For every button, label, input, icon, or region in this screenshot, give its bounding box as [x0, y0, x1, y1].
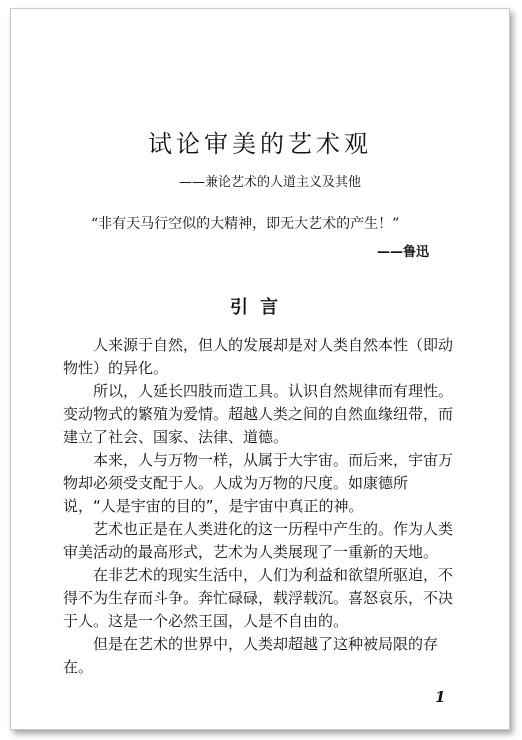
- paragraph: 在非艺术的现实生活中，人们为利益和欲望所驱迫，不得不为生存而斗争。奔忙碌碌，载浮载沉。喜怒哀乐，不决于人。这是一个必然王国，人是不自由的。: [63, 566, 454, 630]
- paragraph: 本来，人与万物一样，从属于大宇宙。而后来，宇宙万物却必须受支配于人。人成为万物的尺度。如康德所说，“人是宇宙的目的”，是宇宙中真正的神。: [63, 451, 454, 515]
- document-page: [10, 8, 510, 730]
- epigraph-quote: “非有天马行空似的大精神，即无大艺术的产生！”: [91, 216, 400, 232]
- paragraph: 所以，人延长四肢而造工具。认识自然规律而有理性。变动物式的繁殖为爱情。超越人类之间的自然血缘纽带，而建立了社会、国家、法律、道德。: [63, 382, 454, 446]
- paragraph: 但是在艺术的世界中，人类却超越了这种被局限的存在。: [63, 635, 439, 676]
- page-number: 1: [435, 688, 446, 706]
- epigraph-author: ——鲁迅: [377, 245, 430, 260]
- body-text: [63, 334, 458, 679]
- paragraph: 艺术也正是在人类进化的这一历程中产生的。作为人类审美活动的最高形式，艺术为人类展现了一重新的天地。: [63, 520, 454, 561]
- section-heading: 引言: [230, 297, 290, 318]
- paragraph: 人来源于自然，但人的发展却是对人类自然本性（即动物性）的异化。: [63, 336, 454, 377]
- page-title: 试论审美的艺术观: [148, 130, 372, 158]
- subtitle: ——兼论艺术的人道主义及其他: [179, 175, 362, 190]
